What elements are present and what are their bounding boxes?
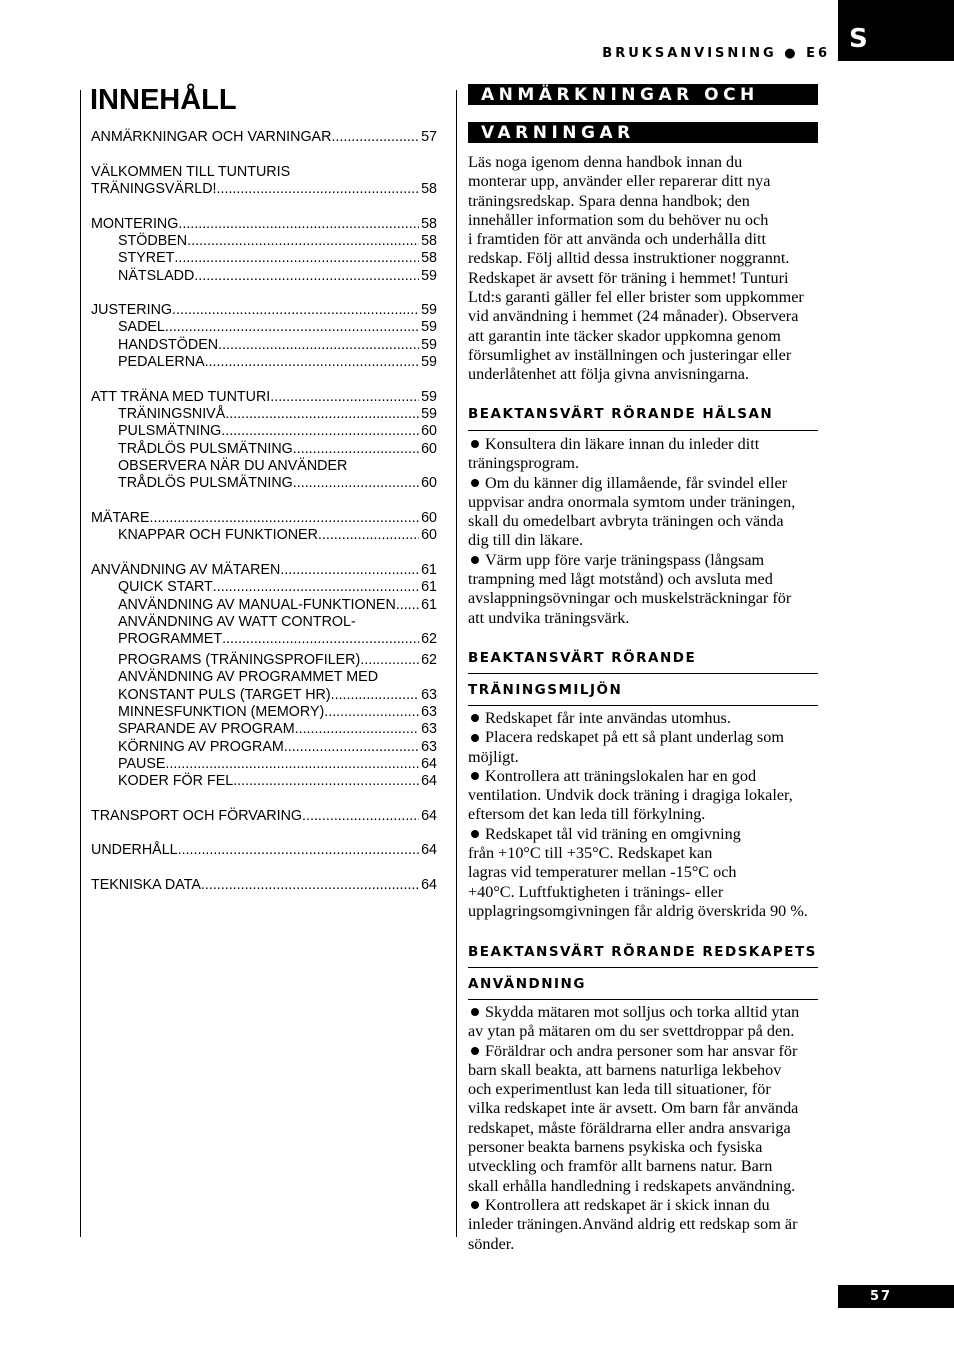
toc-entry-page: 62 bbox=[421, 652, 437, 668]
text-line: Redskapet är avsett för träning i hemmet! Tunturi bbox=[468, 268, 789, 287]
section-heading-bar bbox=[468, 84, 818, 105]
toc-leader-dots bbox=[293, 475, 419, 492]
toc-entry-page: 63 bbox=[421, 704, 437, 720]
toc-entry-label: TRÄNINGSNIVÅ bbox=[118, 406, 226, 422]
toc-entry-page: 58 bbox=[421, 250, 437, 266]
toc-leader-dots bbox=[284, 739, 419, 756]
bullet-text: lagras vid temperaturer mellan -15°C och bbox=[468, 863, 737, 882]
toc-entry-label: SPARANDE AV PROGRAM bbox=[118, 721, 295, 737]
page-number-box bbox=[838, 1285, 954, 1308]
toc-entry bbox=[118, 441, 437, 458]
toc-entry-page: 59 bbox=[421, 406, 437, 422]
bullet-icon bbox=[471, 556, 479, 564]
bullet-text: avslappningsövningar och muskelsträckningar för bbox=[468, 589, 792, 608]
bullet-icon bbox=[471, 714, 479, 722]
toc-entry-label: UNDERHÅLL bbox=[91, 842, 178, 858]
text-line bbox=[468, 609, 820, 628]
toc-leader-dots bbox=[302, 808, 419, 825]
intro-paragraph bbox=[468, 153, 820, 385]
toc-entry bbox=[91, 562, 437, 579]
toc-entry-page: 60 bbox=[421, 527, 437, 543]
bullet-text: Redskapet tål vid träning en omgivning bbox=[485, 824, 741, 843]
toc-leader-dots bbox=[178, 216, 419, 233]
bullet-item bbox=[468, 709, 820, 728]
text-line bbox=[468, 1080, 820, 1099]
subheading-usage-line2: ANVÄNDNING bbox=[468, 976, 586, 992]
toc-leader-dots bbox=[295, 721, 419, 738]
toc-entry-page: 59 bbox=[421, 389, 437, 405]
bullet-item bbox=[468, 551, 820, 570]
bullet-text: Skydda mätaren mot solljus och torka alltid ytan bbox=[485, 1003, 800, 1021]
toc-leader-dots bbox=[396, 597, 419, 614]
text-line bbox=[468, 570, 820, 589]
text-line bbox=[468, 531, 820, 550]
text-line bbox=[468, 512, 820, 531]
toc-entry-page: 64 bbox=[421, 756, 437, 772]
bullet-icon bbox=[471, 1047, 479, 1055]
text-line bbox=[468, 1177, 820, 1196]
toc-entry-label: PROGRAMS (TRÄNINGSPROFILER) bbox=[118, 652, 361, 668]
bullet-text: möjligt. bbox=[468, 747, 519, 766]
toc-entry-page: 59 bbox=[421, 354, 437, 370]
text-line bbox=[468, 493, 820, 512]
toc-leader-dots bbox=[150, 510, 420, 527]
text-line bbox=[468, 902, 820, 921]
bullet-text: Föräldrar och andra personer som har ansvar för bbox=[485, 1041, 798, 1060]
subheading-health: BEAKTANSVÄRT RÖRANDE HÄLSAN bbox=[468, 406, 774, 422]
bullet-text: och experimentlust kan leda till situationer, för bbox=[468, 1080, 771, 1099]
toc-entry bbox=[118, 687, 437, 704]
toc-entry bbox=[118, 337, 437, 354]
section-heading-line1: ANMÄRKNINGAR OCH bbox=[481, 85, 759, 105]
toc-entry-page: 59 bbox=[421, 302, 437, 318]
toc-title: INNEHÅLL bbox=[90, 84, 237, 116]
bullet-text: Kontrollera att redskapet är i skick innan du bbox=[485, 1195, 770, 1214]
bullet-text: uppvisar andra onormala symtom under träningen, bbox=[468, 492, 796, 511]
toc-entry bbox=[118, 579, 437, 596]
toc-leader-dots bbox=[225, 406, 419, 423]
text-line: redskap. Följ alltid dessa instruktioner noggrannt. bbox=[468, 249, 790, 268]
text-line: träningsredskap. Spara denna handbok; den bbox=[468, 191, 750, 210]
bullet-text: barn skall beakta, att barnens naturliga lekbehov bbox=[468, 1060, 782, 1079]
toc-entry bbox=[91, 389, 437, 406]
toc-entry-label: TEKNISKA DATA bbox=[91, 877, 201, 893]
left-column-rule bbox=[80, 90, 81, 1237]
toc-entry-label: JUSTERING bbox=[91, 302, 173, 318]
toc-entry-page: 58 bbox=[421, 216, 437, 232]
text-line: försumlighet av inställningen och justeringar eller bbox=[468, 345, 792, 364]
text-line bbox=[468, 454, 820, 473]
toc-entry-label: MONTERING bbox=[91, 216, 179, 232]
text-line bbox=[468, 805, 820, 824]
toc-entry bbox=[118, 250, 437, 267]
toc-entry bbox=[118, 756, 437, 773]
text-line bbox=[468, 589, 820, 608]
subheading-environment-line2: TRÄNINGSMILJÖN bbox=[468, 682, 623, 698]
toc-leader-dots bbox=[165, 756, 419, 773]
toc-entry-label: PAUSE bbox=[118, 756, 166, 772]
text-line bbox=[468, 1061, 820, 1080]
text-line bbox=[468, 786, 820, 805]
toc-leader-dots bbox=[293, 441, 419, 458]
bullet-icon bbox=[471, 830, 479, 838]
bullet-text: Redskapet får inte användas utomhus. bbox=[485, 709, 731, 727]
text-line bbox=[468, 748, 820, 767]
toc-leader-dots bbox=[172, 302, 419, 319]
toc-entry-page: 60 bbox=[421, 510, 437, 526]
toc-entry bbox=[91, 808, 437, 825]
toc-entry-label: STÖDBEN bbox=[118, 233, 188, 249]
bullet-text: +40°C. Luftfuktigheten i tränings- eller bbox=[468, 882, 724, 901]
toc-entry-page: 58 bbox=[421, 181, 437, 197]
bullet-text: Värm upp före varje träningspass (långsam bbox=[485, 550, 765, 569]
toc-entry bbox=[118, 406, 437, 423]
toc-entry-label: HANDSTÖDEN bbox=[118, 337, 219, 353]
toc-entry bbox=[118, 631, 437, 648]
bullet-item bbox=[468, 474, 820, 493]
toc-leader-dots bbox=[233, 773, 419, 790]
toc-entry-label: KODER FÖR FEL bbox=[118, 773, 234, 789]
bullet-item bbox=[468, 1042, 820, 1061]
bullet-text: trampning med lågt motstånd) och avsluta med bbox=[468, 570, 773, 589]
bullet-icon bbox=[471, 772, 479, 780]
toc-entry-label: STYRET bbox=[118, 250, 175, 266]
bullet-text: träningsprogram. bbox=[468, 454, 580, 473]
toc-leader-dots bbox=[331, 687, 419, 704]
toc-entry-page: 59 bbox=[421, 319, 437, 335]
bullet-text: Konsultera din läkare innan du inleder ditt bbox=[485, 435, 760, 453]
bullet-text: ventilation. Undvik dock träning i dragiga lokaler, bbox=[468, 786, 793, 805]
language-tab-label: S bbox=[849, 24, 868, 54]
language-tab bbox=[838, 0, 954, 61]
toc-entry bbox=[118, 652, 437, 669]
toc-entry bbox=[118, 721, 437, 738]
bullet-item bbox=[468, 1003, 820, 1022]
subheading-rule bbox=[468, 967, 818, 968]
text-line: i framtiden för att använda och underhålla ditt bbox=[468, 230, 767, 249]
toc-entry-page: 59 bbox=[421, 268, 437, 284]
toc-entry bbox=[91, 181, 437, 198]
toc-entry bbox=[91, 877, 437, 894]
text-line bbox=[468, 1138, 820, 1157]
subheading-environment-line1: BEAKTANSVÄRT RÖRANDE bbox=[468, 650, 697, 666]
toc-leader-dots bbox=[280, 562, 419, 579]
text-line bbox=[468, 1099, 820, 1118]
text-line bbox=[468, 1119, 820, 1138]
toc-entry-page: 62 bbox=[421, 631, 437, 647]
toc-entry-page: 63 bbox=[421, 721, 437, 737]
toc-entry bbox=[91, 129, 437, 146]
toc-entry-label: NÄTSLADD bbox=[118, 268, 195, 284]
toc-entry bbox=[118, 354, 437, 371]
text-line: att garantin inte täcker skador uppkomna genom bbox=[468, 326, 781, 345]
toc-entry-page: 63 bbox=[421, 687, 437, 703]
bullet-text: av ytan på mätaren om du ser svettdroppar på den. bbox=[468, 1022, 795, 1041]
bullet-text: vilka redskapet inte är avsett. Om barn får använda bbox=[468, 1099, 799, 1118]
toc-entry-label: PROGRAMMET bbox=[118, 631, 223, 647]
toc-entry-label: PULSMÄTNING bbox=[118, 423, 222, 439]
toc-entry-label: SADEL bbox=[118, 319, 165, 335]
bullet-icon bbox=[471, 1008, 479, 1016]
bullet-icon bbox=[471, 479, 479, 487]
page-number: 57 bbox=[870, 1289, 893, 1304]
subheading-rule bbox=[468, 673, 818, 674]
bullet-text: från +10°C till +35°C. Redskapet kan bbox=[468, 844, 713, 863]
toc-entry-page: 60 bbox=[421, 423, 437, 439]
toc-entry-label: PEDALERNA bbox=[118, 354, 205, 370]
toc-entry-page: 64 bbox=[421, 877, 437, 893]
toc-leader-dots bbox=[174, 250, 419, 267]
bullet-text: personer beakta barnens psykiska och fysiska bbox=[468, 1138, 763, 1157]
bullet-item bbox=[468, 825, 820, 844]
toc-entry bbox=[118, 233, 437, 250]
bullet-text: inleder träningen.Använd aldrig ett redskap som är bbox=[468, 1215, 798, 1234]
text-line: underlåtenhet att följa givna anvisningarna. bbox=[468, 365, 749, 384]
toc-leader-dots bbox=[194, 268, 419, 285]
toc-entry-label: QUICK START bbox=[118, 579, 213, 595]
subheading-rule bbox=[468, 705, 818, 706]
bullet-text: att undvika träningsvärk. bbox=[468, 608, 630, 627]
toc-entry bbox=[118, 268, 437, 285]
toc-leader-dots bbox=[318, 527, 419, 544]
text-line bbox=[468, 1022, 820, 1041]
bullet-icon bbox=[471, 440, 479, 448]
text-line: innehåller information som du behöver nu och bbox=[468, 210, 769, 229]
toc-leader-dots bbox=[205, 354, 419, 371]
toc-entry-label: ATT TRÄNA MED TUNTURI bbox=[91, 389, 271, 405]
toc-entry bbox=[118, 319, 437, 336]
bullet-item bbox=[468, 1196, 820, 1215]
toc-leader-dots bbox=[221, 423, 419, 440]
toc-entry bbox=[118, 527, 437, 544]
toc-entry-page: 57 bbox=[421, 129, 437, 145]
bullet-item bbox=[468, 767, 820, 786]
bullet-text: eftersom det kan leda till förkylning. bbox=[468, 805, 706, 824]
toc-entry-label: TRÅDLÖS PULSMÄTNING bbox=[118, 475, 293, 491]
text-line: Ltd:s garanti gäller fel eller brister som uppkommer bbox=[468, 288, 804, 307]
toc-entry bbox=[118, 739, 437, 756]
toc-entry-label: TRÅDLÖS PULSMÄTNING bbox=[118, 441, 293, 457]
toc-entry-page: 59 bbox=[421, 337, 437, 353]
toc-entry-page: 61 bbox=[421, 597, 437, 613]
column-divider bbox=[456, 90, 457, 1237]
bullet-icon bbox=[471, 1201, 479, 1209]
toc-entry-label: ANMÄRKNINGAR OCH VARNINGAR bbox=[91, 129, 332, 145]
toc-entry-label: MINNESFUNKTION (MEMORY) bbox=[118, 704, 325, 720]
toc-entry-page: 64 bbox=[421, 773, 437, 789]
toc-entry bbox=[91, 510, 437, 527]
toc-entry-page: 61 bbox=[421, 562, 437, 578]
toc-entry-label: VÄLKOMMEN TILL TUNTURIS bbox=[91, 164, 291, 180]
toc-entry-label: TRÄNINGSVÄRLD! bbox=[91, 181, 217, 197]
toc-leader-dots bbox=[201, 877, 419, 894]
toc-leader-dots bbox=[165, 319, 419, 336]
toc-entry-label: KNAPPAR OCH FUNKTIONER bbox=[118, 527, 318, 543]
toc-leader-dots bbox=[178, 842, 419, 859]
text-line: Läs noga igenom denna handbok innan du bbox=[468, 153, 743, 171]
toc-leader-dots bbox=[217, 181, 420, 198]
text-line bbox=[468, 844, 820, 863]
toc-leader-dots bbox=[324, 704, 419, 721]
bullet-icon bbox=[471, 734, 479, 742]
toc-entry bbox=[118, 475, 437, 492]
text-line bbox=[468, 1157, 820, 1176]
usage-section-text bbox=[468, 1003, 820, 1254]
toc-entry-label: OBSERVERA NÄR DU ANVÄNDER bbox=[118, 458, 348, 474]
toc-entry-page: 63 bbox=[421, 739, 437, 755]
health-section-text bbox=[468, 435, 820, 628]
bullet-item bbox=[468, 728, 820, 747]
toc-entry-page: 61 bbox=[421, 579, 437, 595]
bullet-text: skall du omedelbart avbryta träningen och vända bbox=[468, 512, 784, 531]
bullet-text: utveckling och framför allt barnens natur. Barn bbox=[468, 1157, 773, 1176]
environment-section-text bbox=[468, 709, 820, 921]
text-line: monterar upp, använder eller reparerar ditt nya bbox=[468, 172, 771, 191]
bullet-item bbox=[468, 435, 820, 454]
toc-entry bbox=[118, 597, 437, 614]
bullet-text: skall erhålla handledning i redskapets användning. bbox=[468, 1176, 796, 1195]
text-line: vid användning i hemmet (24 månader). Observera bbox=[468, 307, 799, 326]
section-heading-bar bbox=[468, 122, 818, 143]
toc-entry-label: MÄTARE bbox=[91, 510, 150, 526]
subheading-usage-line1: BEAKTANSVÄRT RÖRANDE REDSKAPETS bbox=[468, 944, 817, 960]
toc-entry-page: 64 bbox=[421, 808, 437, 824]
toc-entry-page: 60 bbox=[421, 441, 437, 457]
toc-entry bbox=[118, 704, 437, 721]
toc-entry bbox=[91, 842, 437, 859]
toc-entry bbox=[118, 773, 437, 790]
toc-entry-label: KÖRNING AV PROGRAM bbox=[118, 739, 284, 755]
toc-entry-label: KONSTANT PULS (TARGET HR) bbox=[118, 687, 331, 703]
toc-leader-dots bbox=[222, 631, 419, 648]
toc-entry-page: 58 bbox=[421, 233, 437, 249]
toc-leader-dots bbox=[270, 389, 419, 406]
toc-leader-dots bbox=[218, 337, 419, 354]
text-line bbox=[468, 1235, 820, 1254]
toc-entry-label: ANVÄNDNING AV MÄTAREN bbox=[91, 562, 281, 578]
bullet-text: dig till din läkare. bbox=[468, 531, 584, 550]
bullet-text: Om du känner dig illamående, får svindel eller bbox=[485, 473, 788, 492]
toc-leader-dots bbox=[360, 652, 419, 669]
bullet-text: Kontrollera att träningslokalen har en god bbox=[485, 766, 757, 785]
toc-entry-page: 60 bbox=[421, 475, 437, 491]
toc-entry-page: 64 bbox=[421, 842, 437, 858]
toc-leader-dots bbox=[213, 579, 419, 596]
toc-entry-label: TRANSPORT OCH FÖRVARING bbox=[91, 808, 303, 824]
text-line bbox=[468, 863, 820, 882]
running-head: BRUKSANVISNING ● E6 bbox=[602, 46, 830, 61]
toc-entry-label: ANVÄNDNING AV MANUAL-FUNKTIONEN bbox=[118, 597, 396, 613]
text-line bbox=[468, 1215, 820, 1234]
subheading-rule bbox=[468, 430, 818, 431]
bullet-text: Placera redskapet på ett så plant underlag som bbox=[485, 728, 784, 747]
bullet-text: redskapet, måste föräldrarna eller andra ansvariga bbox=[468, 1118, 791, 1137]
bullet-text: sönder. bbox=[468, 1234, 515, 1253]
toc-entry bbox=[91, 302, 437, 319]
toc-leader-dots bbox=[331, 129, 419, 146]
toc-entry bbox=[91, 216, 437, 233]
bullet-text: upplagringsomgivningen får aldrig överskrida 90 %. bbox=[468, 901, 808, 920]
toc-entry-label: ANVÄNDNING AV PROGRAMMET MED bbox=[118, 669, 379, 685]
toc-entry bbox=[118, 423, 437, 440]
section-heading-line2: VARNINGAR bbox=[481, 123, 635, 143]
toc-entry-label: ANVÄNDNING AV WATT CONTROL- bbox=[118, 614, 356, 630]
text-line bbox=[468, 883, 820, 902]
toc-leader-dots bbox=[187, 233, 419, 250]
subheading-rule bbox=[468, 999, 818, 1000]
